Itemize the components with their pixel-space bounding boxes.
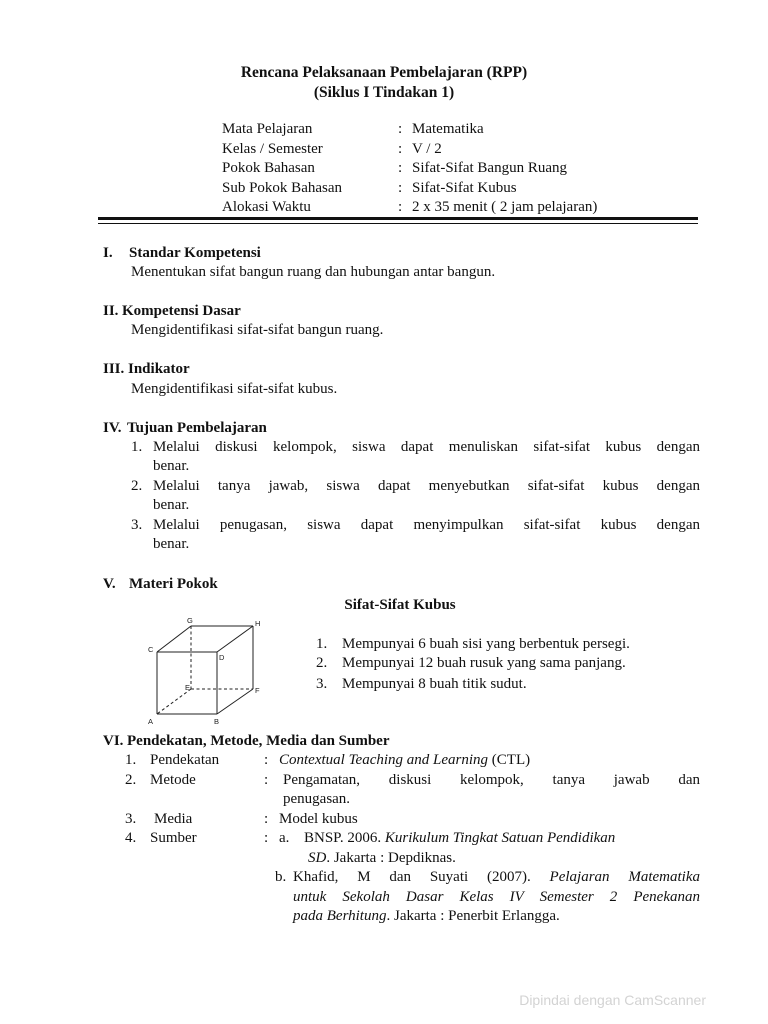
reference-a-line1 [304,829,615,849]
document-title: Rencana Pelaksanaan Pembelajaran (RPP) [240,64,528,81]
header-rule-thin [98,223,698,224]
reference-b-publisher: . Jakarta : Penerbit Erlangga. [386,908,560,924]
property-number: 2. [316,655,328,671]
section-text: Mengidentifikasi sifat-sifat kubus. [131,381,338,397]
section-number: VI. [103,733,124,749]
info-label: Sub Pokok Bahasan [222,180,342,196]
info-colon: : [398,180,403,196]
list-item-text: Melalui diskusi kelompok, siswa dapat menuliskan sifat-sifat kubus dengan [153,439,700,455]
cube-edge [217,626,253,652]
method-label: Pendekatan [150,752,220,768]
info-value: Matematika [412,121,484,137]
reference-a-author: BNSP. 2006. [304,830,385,846]
vertex-label-g: G [187,616,193,625]
list-item-text-continued: benar. [153,497,190,513]
reference-a-publisher: . Jakarta : Depdiknas. [326,850,456,866]
property-number: 3. [316,676,328,692]
info-colon: : [398,160,403,176]
camscanner-watermark: Dipindai dengan CamScanner [519,992,706,1008]
method-label: Metode [150,772,196,788]
vertex-label-f: F [255,686,260,695]
approach-abbr: (CTL) [488,752,531,768]
section-heading: Standar Kompetensi [129,245,261,261]
section-text: Menentukan sifat bangun ruang dan hubungan antar bangun. [131,264,496,280]
section-number: IV. [103,420,122,436]
reference-b-line3 [293,907,560,927]
method-value [279,751,530,771]
cube-edge [217,689,253,714]
materi-subtitle: Sifat-Sifat Kubus [344,597,456,613]
info-label: Pokok Bahasan [222,160,315,176]
method-number: 1. [125,752,137,768]
list-item-number: 2. [131,478,143,494]
property-text: Mempunyai 8 buah titik sudut. [342,676,527,692]
info-label: Kelas / Semester [222,141,323,157]
approach-name: Contextual Teaching and Learning [279,752,489,768]
document-subtitle: (Siklus I Tindakan 1) [313,84,455,101]
method-colon: : [264,752,269,768]
list-item-text-continued: benar. [153,458,190,474]
reference-a-title-cont: SD [308,850,327,866]
reference-b-line1 [293,868,700,888]
section-number: I. [103,245,113,261]
method-label: Sumber [150,830,197,846]
info-value: V / 2 [412,141,442,157]
section-heading: Kompetensi Dasar [122,303,241,319]
reference-a-line2 [308,849,456,869]
method-colon: : [264,811,269,827]
vertex-label-h: H [255,619,261,628]
reference-marker: b. [275,869,287,885]
list-item-number: 1. [131,439,143,455]
info-colon: : [398,199,403,215]
method-value: Model kubus [279,811,358,827]
vertex-label-d: D [219,653,225,662]
section-heading: Materi Pokok [129,576,218,592]
section-heading: Indikator [128,361,190,377]
info-colon: : [398,121,403,137]
list-item-text: Melalui tanya jawab, siswa dapat menyebutkan sifat-sifat kubus dengan [153,478,700,494]
list-item-number: 3. [131,517,143,533]
method-colon: : [264,772,269,788]
info-value: 2 x 35 menit ( 2 jam pelajaran) [412,199,598,215]
list-item-text-continued: benar. [153,536,190,552]
method-number: 2. [125,772,137,788]
section-number: V. [103,576,116,592]
reference-b-title-end: pada Berhitung [293,908,387,924]
section-heading: Tujuan Pembelajaran [127,420,267,436]
method-value-continued: penugasan. [283,791,351,807]
method-label: Media [154,811,193,827]
vertex-label-c: C [148,645,154,654]
vertex-label-b: B [214,717,220,726]
info-label: Mata Pelajaran [222,121,313,137]
reference-a-title: Kurikulum Tingkat Satuan Pendidikan [384,830,616,846]
cube-edge [157,626,191,652]
reference-b-title: Pelajaran Matematika [549,869,700,885]
method-value: Pengamatan, diskusi kelompok, tanya jawab dan [283,772,700,788]
info-colon: : [398,141,403,157]
vertex-label-e: E [185,683,191,692]
cube-hidden-edge [157,689,191,714]
property-text: Mempunyai 6 buah sisi yang berbentuk persegi. [342,636,630,652]
method-colon: : [264,830,269,846]
section-heading: Pendekatan, Metode, Media dan Sumber [127,733,390,749]
property-number: 1. [316,636,328,652]
reference-marker: a. [279,830,290,846]
cube-diagram [145,614,270,726]
vertex-label-a: A [148,717,154,726]
info-value: Sifat-Sifat Kubus [412,180,517,196]
method-number: 3. [125,811,137,827]
section-number: III. [103,361,125,377]
section-text: Mengidentifikasi sifat-sifat bangun ruang. [131,322,384,338]
section-number: II. [103,303,119,319]
list-item-text: Melalui penugasan, siswa dapat menyimpulkan sifat-sifat kubus dengan [153,517,700,533]
property-text: Mempunyai 12 buah rusuk yang sama panjang. [342,655,626,671]
reference-b-author: Khafid, M dan Suyati (2007). [293,869,550,885]
info-value: Sifat-Sifat Bangun Ruang [412,160,567,176]
header-rule-thick [98,217,698,220]
reference-b-line2: untuk Sekolah Dasar Kelas IV Semester 2 Penekanan [293,889,700,905]
info-label: Alokasi Waktu [222,199,311,215]
method-number: 4. [125,830,137,846]
